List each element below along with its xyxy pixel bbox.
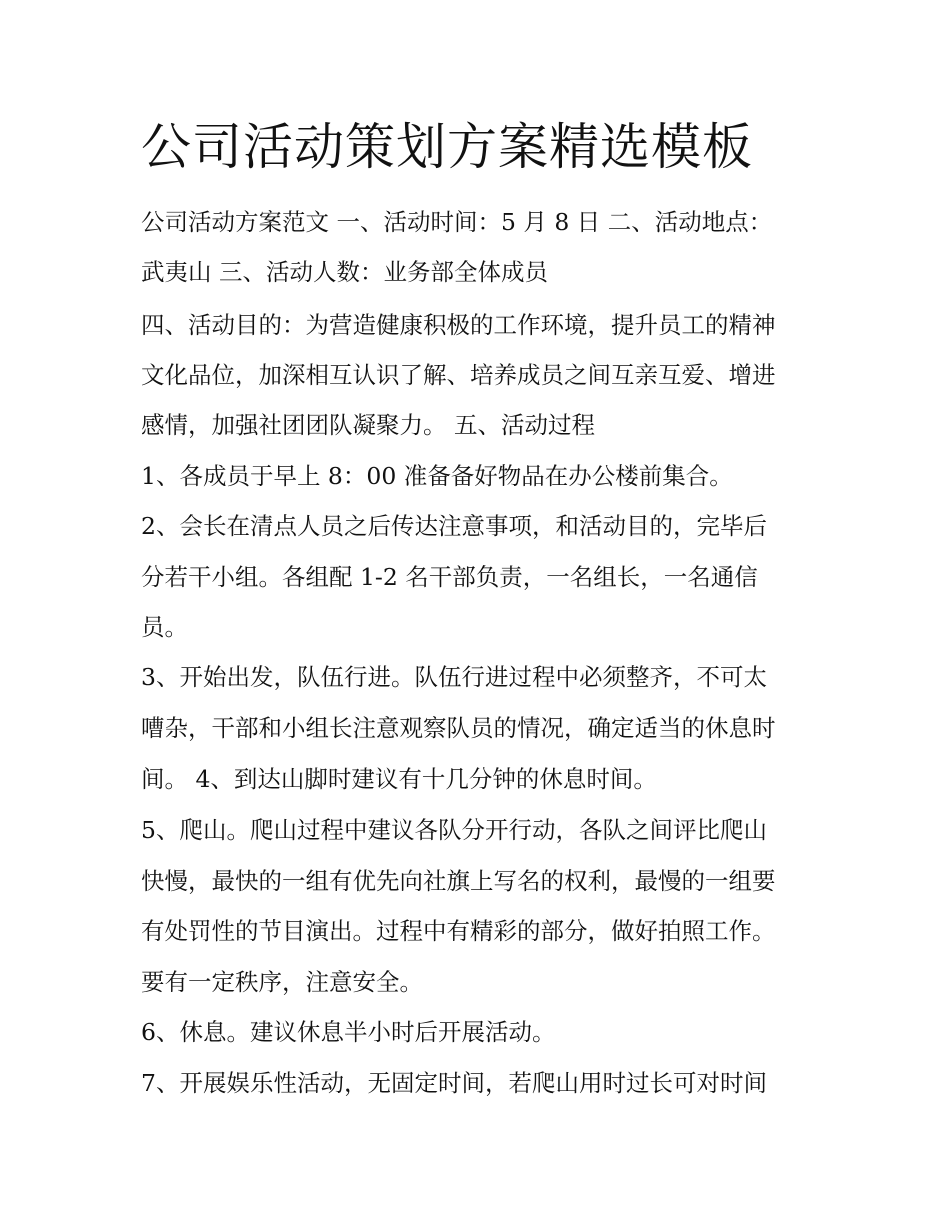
body-line: 3、开始出发，队伍行进。队伍行进过程中必须整齐，不可太 — [141, 663, 767, 691]
body-line: 快慢，最快的一组有优先向社旗上写名的权利，最慢的一组要 — [141, 867, 776, 895]
body-line: 公司活动方案范文 一、活动时间：5 月 8 日 二、活动地点： — [141, 208, 773, 236]
body-line: 要有一定秩序，注意安全。 — [141, 968, 423, 996]
body-line: 间。 4、到达山脚时建议有十几分钟的休息时间。 — [141, 765, 657, 793]
body-line: 武夷山 三、活动人数：业务部全体成员 — [141, 258, 548, 286]
body-line: 有处罚性的节目演出。过程中有精彩的部分，做好拍照工作。 — [141, 917, 776, 945]
body-line: 员。 — [141, 613, 188, 641]
body-line: 四、活动目的：为营造健康积极的工作环境，提升员工的精神 — [141, 311, 776, 339]
body-line: 感情，加强社团团队凝聚力。 五、活动过程 — [141, 411, 595, 439]
body-line: 5、爬山。爬山过程中建议各队分开行动，各队之间评比爬山 — [141, 816, 767, 844]
body-line: 文化品位，加深相互认识了解、培养成员之间互亲互爱、增进 — [141, 361, 776, 389]
document-title: 公司活动策划方案精选模板 — [141, 118, 753, 176]
body-line: 6、休息。建议休息半小时后开展活动。 — [141, 1018, 556, 1046]
body-line: 嘈杂，干部和小组长注意观察队员的情况，确定适当的休息时 — [141, 714, 776, 742]
body-line: 7、开展娱乐性活动，无固定时间，若爬山用时过长可对时间 — [141, 1069, 767, 1097]
body-line: 1、各成员于早上 8：00 准备备好物品在办公楼前集合。 — [141, 462, 733, 490]
body-line: 分若干小组。各组配 1-2 名干部负责，一名组长，一名通信 — [141, 563, 758, 591]
body-line: 2、会长在清点人员之后传达注意事项，和活动目的，完毕后 — [141, 512, 767, 540]
